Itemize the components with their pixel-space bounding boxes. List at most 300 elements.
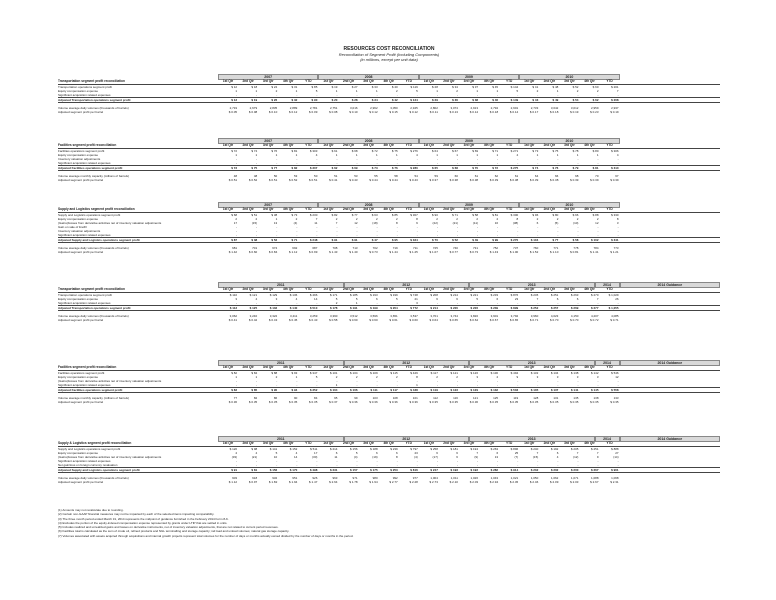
table-cell: $ 46 xyxy=(492,98,499,102)
table-cell: 1 xyxy=(235,153,238,157)
table-cell: $ 77 xyxy=(351,213,358,217)
table-cell: $ 231 xyxy=(329,468,338,472)
table-cell: $ 0.12 xyxy=(369,110,378,114)
table-cell: - xyxy=(236,233,238,237)
table-cell: $ 0.71 xyxy=(529,318,539,322)
table-cell: $ 498 xyxy=(309,468,318,472)
table-cell: - xyxy=(376,301,378,305)
row-label: Transportation operations segment profit xyxy=(58,293,112,297)
table-cell: $ 772 xyxy=(410,306,418,310)
table-cell: 1 xyxy=(355,301,358,305)
table-cell: - xyxy=(276,229,278,233)
row-values xyxy=(218,178,720,182)
year-label: 2011 xyxy=(218,282,344,288)
table-cell: $ 191 xyxy=(350,306,358,310)
table-cell: (15) xyxy=(532,455,539,459)
table-cell: $ 0.11 xyxy=(429,110,438,114)
table-cell: $ 2.10 xyxy=(449,480,458,484)
table-cell: - xyxy=(617,93,619,97)
column-header: 1st Qtr xyxy=(222,287,234,291)
year-label: 2014 Guidance xyxy=(620,360,720,366)
column-header: 1st Qtr xyxy=(323,287,334,291)
table-cell: 1 xyxy=(295,375,298,379)
table-row xyxy=(58,383,720,387)
footnote: (4) Excludes the portion of the equity-indexed compensation expense represented by grants under LTIP that are settled in units. xyxy=(58,520,228,525)
table-cell: $ 73 xyxy=(371,166,378,170)
table-cell: - xyxy=(256,93,258,97)
table-cell: - xyxy=(236,459,238,463)
table-cell: $ 62 xyxy=(592,98,599,102)
table-cell: 1,026 xyxy=(470,476,479,480)
table-cell: 12 xyxy=(615,375,619,379)
table-cell: 5 xyxy=(355,297,358,301)
table-cell: $ 188 xyxy=(370,447,378,451)
table-cell: 3,042 xyxy=(550,106,559,110)
column-header: 4th Qtr xyxy=(283,441,294,445)
table-cell: $ 0.51 xyxy=(268,178,278,182)
table-cell: 7 xyxy=(315,217,318,221)
table-cell: - xyxy=(436,383,438,387)
table-cell: $ 0.61 xyxy=(389,318,398,322)
table-cell: 4 xyxy=(315,153,318,157)
table-cell: - xyxy=(436,229,438,233)
table-cell: - xyxy=(497,157,499,161)
column-header: 3rd Qtr xyxy=(463,207,475,211)
year-label: 2014 xyxy=(595,282,620,288)
table-cell: - xyxy=(537,229,539,233)
table-cell: 692 xyxy=(292,246,298,250)
row-label: (Gains)/losses from derivative activities net of inventory valuation adjustments xyxy=(58,455,162,459)
table-cell: 3,512 xyxy=(350,314,358,318)
table-cell: - xyxy=(597,233,599,237)
table-cell: - xyxy=(296,225,298,229)
table-cell: - xyxy=(296,301,298,305)
column-header: 1st Qtr xyxy=(524,365,535,369)
table-cell: $ 1.21 xyxy=(610,250,619,254)
column-header: 2nd Qtr xyxy=(543,79,555,83)
table-cell: 1 xyxy=(335,89,338,93)
column-header: 3rd Qtr xyxy=(363,79,374,83)
row-values xyxy=(218,383,720,387)
table-cell: - xyxy=(316,225,318,229)
column-header: 2nd Qtr xyxy=(242,79,254,83)
table-cell: (4) xyxy=(353,455,358,459)
table-cell: 2 xyxy=(456,89,458,93)
table-cell: $ 115 xyxy=(390,371,398,375)
table-cell: $ 270 xyxy=(510,238,519,242)
table-cell: $ 69 xyxy=(472,149,479,153)
table-cell: - xyxy=(396,93,398,97)
table-cell: 2 xyxy=(335,375,338,379)
table-cell: $ 132 xyxy=(490,388,499,392)
table-cell: 3 xyxy=(235,297,238,301)
table-cell: 2 xyxy=(576,217,579,221)
row-label: Net gain/loss on foreign currency revaluation xyxy=(58,463,118,467)
table-cell: $ 129 xyxy=(470,388,479,392)
table-cell: $ 240 xyxy=(530,447,539,451)
table-cell: $ 141 xyxy=(269,447,278,451)
table-cell: $ 0.08 xyxy=(248,110,258,114)
table-cell: 2 xyxy=(375,375,378,379)
table-cell: 23 xyxy=(414,451,418,455)
table-cell: - xyxy=(537,383,539,387)
column-header: 2nd Qtr xyxy=(543,143,555,147)
row-label: (Gains)/losses from derivative activities net of inventory valuation adjustments xyxy=(58,221,162,225)
column-header: 1st Qtr xyxy=(524,79,535,83)
column-header: 3rd Qtr xyxy=(363,287,374,291)
table-cell: - xyxy=(316,93,318,97)
table-cell: $ 0.10 xyxy=(349,110,358,114)
table-cell: $ 1.47 xyxy=(309,480,318,484)
table-cell: 2 xyxy=(596,217,599,221)
table-cell: 2 xyxy=(436,217,438,221)
row-label: Equity compensation expense xyxy=(58,451,99,455)
table-cell: - xyxy=(477,463,479,467)
table-cell: $ 90 xyxy=(311,98,318,102)
table-cell: 1 xyxy=(295,89,298,93)
table-cell: 66 xyxy=(555,174,559,178)
table-cell: $ 1.12 xyxy=(228,480,238,484)
table-cell: $ 32 xyxy=(291,98,298,102)
table-cell: $ 221 xyxy=(470,293,479,297)
table-cell: 5 xyxy=(275,451,278,455)
table-cell: $ 41 xyxy=(532,85,539,89)
table-cell: - xyxy=(477,157,479,161)
table-cell: $ 76 xyxy=(391,166,398,170)
table-cell: - xyxy=(296,161,298,165)
table-cell: $ 0.39 xyxy=(590,178,599,182)
table-cell: 3 xyxy=(556,375,559,379)
column-header: YTD xyxy=(405,79,412,83)
row-values xyxy=(218,98,720,102)
table-cell: 7 xyxy=(596,451,599,455)
table-cell: $ 546 xyxy=(611,371,619,375)
table-cell: 980 xyxy=(372,476,378,480)
table-cell: $ 145 xyxy=(591,388,599,392)
year-label: 2009 xyxy=(419,138,519,144)
table-cell: - xyxy=(557,157,559,161)
table-cell: 3,537 xyxy=(410,314,418,318)
table-cell: 3,016 xyxy=(350,106,358,110)
column-headers xyxy=(218,441,720,446)
table-cell: $ 49 xyxy=(552,98,559,102)
row-label: Inventory valuation adjustments xyxy=(58,229,101,233)
table-cell: - xyxy=(356,157,358,161)
table-cell: - xyxy=(376,157,378,161)
table-cell: 1 xyxy=(255,89,258,93)
footnote: (6) Facilities total is calculated as the sum of crude oil, refined products and NGL terminalling and storage capacity; rail load and unload volumes; natural gas storage capacity. xyxy=(58,529,290,534)
table-cell: 708 xyxy=(332,246,338,250)
table-cell: - xyxy=(617,225,619,229)
year-label: 2012 xyxy=(344,436,470,442)
table-cell: - xyxy=(256,225,258,229)
table-cell: - xyxy=(577,383,579,387)
table-cell: - xyxy=(236,161,238,165)
table-cell: $ 0.36 xyxy=(469,400,479,404)
column-headers xyxy=(218,143,720,148)
table-cell: $ 0.36 xyxy=(228,400,238,404)
table-cell: $ 1.42 xyxy=(228,250,238,254)
table-cell: - xyxy=(597,383,599,387)
column-header: 4th Qtr xyxy=(584,287,595,291)
table-cell: $ 40 xyxy=(391,85,398,89)
table-cell: 687 xyxy=(312,246,318,250)
table-cell: 2 xyxy=(375,217,378,221)
table-cell: $ 914 xyxy=(510,468,519,472)
column-header: 3rd Qtr xyxy=(564,143,575,147)
column-header: 4th Qtr xyxy=(483,441,495,445)
table-cell: $ 2.03 xyxy=(469,480,479,484)
table-cell: $ 78 xyxy=(572,149,579,153)
table-cell: $ 136 xyxy=(289,293,298,297)
year-label: 2009 xyxy=(419,74,519,80)
table-cell: 1 xyxy=(556,153,559,157)
row-values xyxy=(218,318,720,322)
table-cell: 50 xyxy=(273,174,278,178)
table-cell: - xyxy=(376,383,378,387)
column-header: 1st Qtr xyxy=(323,365,334,369)
table-cell: $ 104 xyxy=(329,388,338,392)
table-cell: $ 0.36 xyxy=(409,400,418,404)
table-cell: - xyxy=(396,463,398,467)
table-cell: $ 85 xyxy=(311,85,318,89)
table-cell: 778 xyxy=(573,246,579,250)
table-cell: $ 0.77 xyxy=(449,250,458,254)
table-cell: 2 xyxy=(335,301,338,305)
table-cell: 3,050 xyxy=(390,106,398,110)
table-cell: - xyxy=(316,157,318,161)
table-cell: $ 271 xyxy=(510,149,519,153)
table-cell: 53 xyxy=(354,174,358,178)
table-cell: 1 xyxy=(476,89,479,93)
table-cell: 86 xyxy=(273,396,278,400)
table-cell: (9) xyxy=(474,455,479,459)
table-cell: $ 267 xyxy=(591,468,599,472)
column-header: 4th Qtr xyxy=(283,143,294,147)
row-label: Significant acquisition related expenses xyxy=(58,459,111,463)
table-cell: $ 64 xyxy=(432,149,438,153)
column-header: YTD xyxy=(505,207,513,211)
row-label: Gain on sale of linefill xyxy=(58,225,87,229)
table-cell: - xyxy=(617,229,619,233)
table-cell: 101 xyxy=(412,396,418,400)
table-cell: 1 xyxy=(416,383,418,387)
table-cell: - xyxy=(617,161,619,165)
table-cell: 6 xyxy=(335,451,338,455)
column-headers xyxy=(218,207,720,212)
table-cell: $ 0.35 xyxy=(268,400,278,404)
table-cell: $ 88 xyxy=(271,371,278,375)
table-cell: - xyxy=(396,301,398,305)
table-cell: $ 0.15 xyxy=(389,110,398,114)
table-cell: $ 0.43 xyxy=(309,318,318,322)
table-cell: $ 119 xyxy=(430,388,438,392)
table-cell: 4 xyxy=(295,451,298,455)
table-cell: 13 xyxy=(273,221,278,225)
row-values xyxy=(218,463,720,467)
table-cell: 2,835 xyxy=(269,106,278,110)
table-cell: - xyxy=(537,233,539,237)
table-cell: $ 80 xyxy=(552,213,559,217)
table-cell: $ 1.82 xyxy=(268,480,278,484)
table-cell: $ 141 xyxy=(570,388,579,392)
table-cell: - xyxy=(557,225,559,229)
table-cell: - xyxy=(436,301,438,305)
table-cell: $ 0.38 xyxy=(509,178,519,182)
table-cell: 1 xyxy=(255,153,258,157)
table-cell: $ 251 xyxy=(591,447,599,451)
table-cell: - xyxy=(537,93,539,97)
table-cell: - xyxy=(557,463,559,467)
table-cell: $ 94 xyxy=(291,388,298,392)
table-cell: $ 0.12 xyxy=(288,110,298,114)
table-cell: $ 0.35 xyxy=(489,400,499,404)
table-cell: $ 113 xyxy=(229,306,238,310)
row-label: Significant acquisition related expenses xyxy=(58,93,111,97)
column-header: 3rd Qtr xyxy=(363,441,374,445)
table-cell: $ 0.41 xyxy=(228,318,238,322)
table-cell: $ 200 xyxy=(570,468,579,472)
table-cell: 4 xyxy=(516,153,519,157)
table-cell: $ 239 xyxy=(390,447,398,451)
column-header: 4th Qtr xyxy=(383,441,394,445)
row-label: Adjusted Supply and Logistics operations segment profit xyxy=(58,468,140,472)
table-cell: - xyxy=(477,161,479,165)
table-cell: - xyxy=(557,379,559,383)
table-cell: - xyxy=(497,463,499,467)
table-cell: $ 0.39 xyxy=(570,178,579,182)
table-cell: $ 1.00 xyxy=(509,250,519,254)
table-cell: 4 xyxy=(235,451,238,455)
table-cell: - xyxy=(617,301,619,305)
row-values xyxy=(218,250,720,254)
table-cell: $ 135 xyxy=(530,388,539,392)
table-cell: $ 0.35 xyxy=(509,400,519,404)
table-cell: $ 248 xyxy=(309,238,318,242)
table-cell: $ 61 xyxy=(331,149,338,153)
table-cell: 62 xyxy=(494,174,499,178)
column-header: YTD xyxy=(606,441,613,445)
table-cell: $ 2.28 xyxy=(409,480,418,484)
table-cell: 48 xyxy=(233,174,238,178)
table-cell: - xyxy=(456,157,458,161)
table-cell: $ 111 xyxy=(370,388,378,392)
column-header: 3rd Qtr xyxy=(262,287,274,291)
column-header: 3rd Qtr xyxy=(262,143,274,147)
table-cell: $ 72 xyxy=(492,166,499,170)
table-cell: (10) xyxy=(573,221,579,225)
table-cell: $ 75 xyxy=(552,149,559,153)
column-header: 2nd Qtr xyxy=(342,207,355,211)
table-cell: $ 19 xyxy=(331,85,338,89)
table-cell: - xyxy=(316,301,318,305)
table-cell: $ 0.73 xyxy=(369,250,378,254)
table-cell: $ 0.72 xyxy=(590,318,599,322)
table-cell: $ 194 xyxy=(470,447,479,451)
table-cell: 4,150 xyxy=(570,314,579,318)
table-cell: - xyxy=(497,301,499,305)
table-cell: (38) xyxy=(512,221,519,225)
column-header: YTD xyxy=(305,441,312,445)
table-cell: $ 0.44 xyxy=(369,178,378,182)
table-cell: $ 85 xyxy=(391,213,398,217)
table-cell: 1 xyxy=(536,153,539,157)
row-label: Facilities operations segment profit xyxy=(58,371,105,375)
table-cell: $ 214 xyxy=(430,306,438,310)
table-cell: - xyxy=(256,161,258,165)
table-cell: - xyxy=(577,93,579,97)
table-cell: 1,050 xyxy=(530,476,539,480)
table-cell: 773 xyxy=(613,246,619,250)
table-cell: - xyxy=(356,459,358,463)
table-cell: $ 71 xyxy=(492,149,499,153)
table-cell: $ 748 xyxy=(410,293,418,297)
table-cell: 7 xyxy=(536,297,539,301)
table-cell: 95 xyxy=(334,396,338,400)
row-label: Adjusted Supply and Logistics operations segment profit xyxy=(58,238,140,242)
table-cell: 7 xyxy=(576,451,579,455)
table-cell: $ 1.43 xyxy=(489,250,499,254)
table-cell: $ 70 xyxy=(432,238,438,242)
column-header: 2nd Qtr xyxy=(543,287,555,291)
row-label: Equity compensation expense xyxy=(58,153,99,157)
column-header: 2nd Qtr xyxy=(443,441,455,445)
table-cell: - xyxy=(356,379,358,383)
table-cell: $ 72 xyxy=(231,149,238,153)
table-cell: 1 xyxy=(396,153,398,157)
table-cell: 5 xyxy=(315,375,318,379)
year-label: 2013 xyxy=(469,360,595,366)
table-cell: $ 90 xyxy=(432,213,438,217)
column-header: 1st Qtr xyxy=(222,441,234,445)
table-cell: - xyxy=(456,225,458,229)
table-cell: $ 1.40 xyxy=(349,250,358,254)
document-unit-note: (in millions, except per unit data) xyxy=(360,57,418,62)
table-cell: 1 xyxy=(335,383,338,387)
row-label: Volume average daily volumes (thousands of barrels) xyxy=(58,246,129,250)
table-cell: 3,820 xyxy=(470,314,479,318)
column-header: 4th Qtr xyxy=(584,79,595,83)
table-cell: $ 121 xyxy=(249,293,258,297)
table-cell: $ 324 xyxy=(410,238,418,242)
column-header: YTD xyxy=(305,79,312,83)
table-cell: - xyxy=(236,93,238,97)
table-cell: - xyxy=(477,93,479,97)
table-cell: $ 157 xyxy=(350,468,358,472)
row-label: Equity compensation expense xyxy=(58,375,99,379)
column-header: 4th Qtr xyxy=(383,207,394,211)
table-cell: - xyxy=(416,157,418,161)
table-cell: 3,744 xyxy=(450,314,458,318)
table-cell: 1 xyxy=(355,89,358,93)
reconciliation-table xyxy=(58,202,720,254)
column-headers xyxy=(218,79,720,84)
table-cell: 5 xyxy=(396,297,398,301)
year-label: 2007 xyxy=(218,202,318,208)
table-cell: $ 0.71 xyxy=(610,318,619,322)
column-header: 4th Qtr xyxy=(483,287,495,291)
table-cell: $ 2.45 xyxy=(509,480,519,484)
table-cell: 7 xyxy=(335,221,338,225)
table-cell: 51 xyxy=(334,174,338,178)
column-header: YTD xyxy=(305,287,312,291)
table-cell: - xyxy=(537,459,539,463)
table-cell: $ 251 xyxy=(550,293,559,297)
row-label: (Gains)/losses from derivative activities net of inventory valuation adjustments xyxy=(58,379,162,383)
table-cell: 1 xyxy=(496,89,499,93)
table-cell: $ 75 xyxy=(391,149,398,153)
table-cell: 3,651 xyxy=(390,314,398,318)
